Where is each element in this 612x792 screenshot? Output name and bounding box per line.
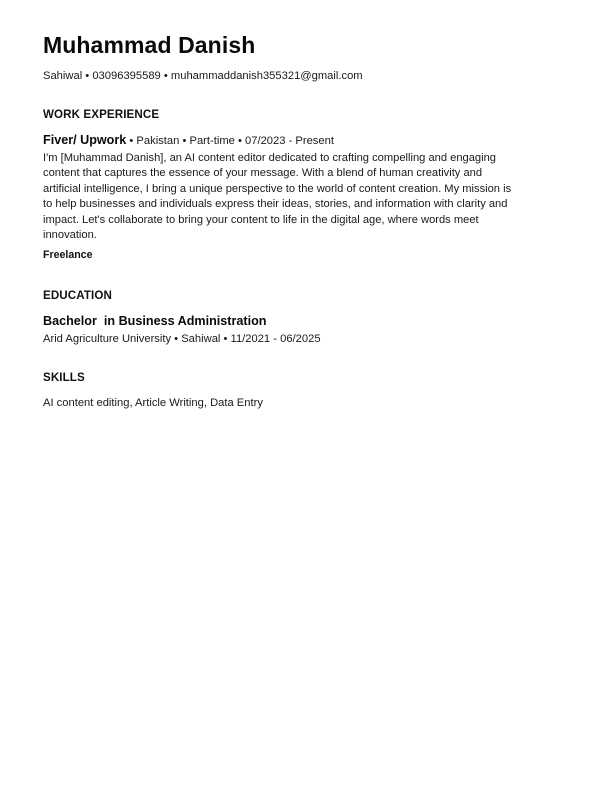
education-school: Arid Agriculture University — [43, 333, 172, 345]
separator: • — [220, 333, 231, 345]
job-header — [43, 133, 334, 147]
job-location: Pakistan — [136, 135, 180, 147]
skills-list: AI content editing, Article Writing, Data Entry — [43, 397, 263, 409]
job-tag: Freelance — [43, 249, 93, 261]
contact-email: muhammaddanish355321@gmail.com — [170, 70, 363, 82]
separator: • — [234, 135, 246, 147]
education-dates: 11/2021 - 06/2025 — [230, 333, 321, 345]
education-degree: Bachelor in Business Administration — [43, 314, 267, 328]
section-title-work-experience: WORK EXPERIENCE — [43, 108, 160, 121]
job-company: Fiver/ Upwork — [43, 133, 127, 147]
summary-line: I'm [Muhammad Danish], an AI content editor dedicated to crafting compelling and engaging — [43, 152, 496, 164]
summary-line: impact. Let's collaborate to bring your content to life in the digital age, where words meet — [43, 213, 479, 226]
separator: • — [171, 333, 182, 345]
contact-phone: 03096395589 — [92, 70, 161, 82]
job-type: Part-time — [189, 135, 235, 147]
summary-line: artificial intelligence, I bring a unique perspective to the world of content creation. My mission is — [43, 182, 512, 195]
separator: • — [160, 70, 171, 82]
summary-line: to help businesses and individuals express their ideas, stories, and information with clarity and — [43, 198, 508, 211]
section-title-skills: SKILLS — [43, 371, 85, 384]
separator: • — [179, 135, 190, 147]
job-summary — [43, 151, 571, 244]
separator: • — [82, 70, 93, 82]
education-city: Sahiwal — [181, 333, 221, 345]
summary-line: content that captures the essence of your message. With a blend of human creativity and — [43, 167, 483, 180]
job-dates: 07/2023 - Present — [245, 135, 334, 147]
summary-line: innovation. — [43, 229, 97, 242]
education-details — [43, 333, 321, 345]
contact-line — [43, 70, 363, 82]
section-title-education: EDUCATION — [43, 289, 112, 302]
separator: • — [126, 135, 137, 147]
candidate-name: Muhammad Danish — [43, 32, 256, 58]
contact-city: Sahiwal — [43, 70, 83, 82]
